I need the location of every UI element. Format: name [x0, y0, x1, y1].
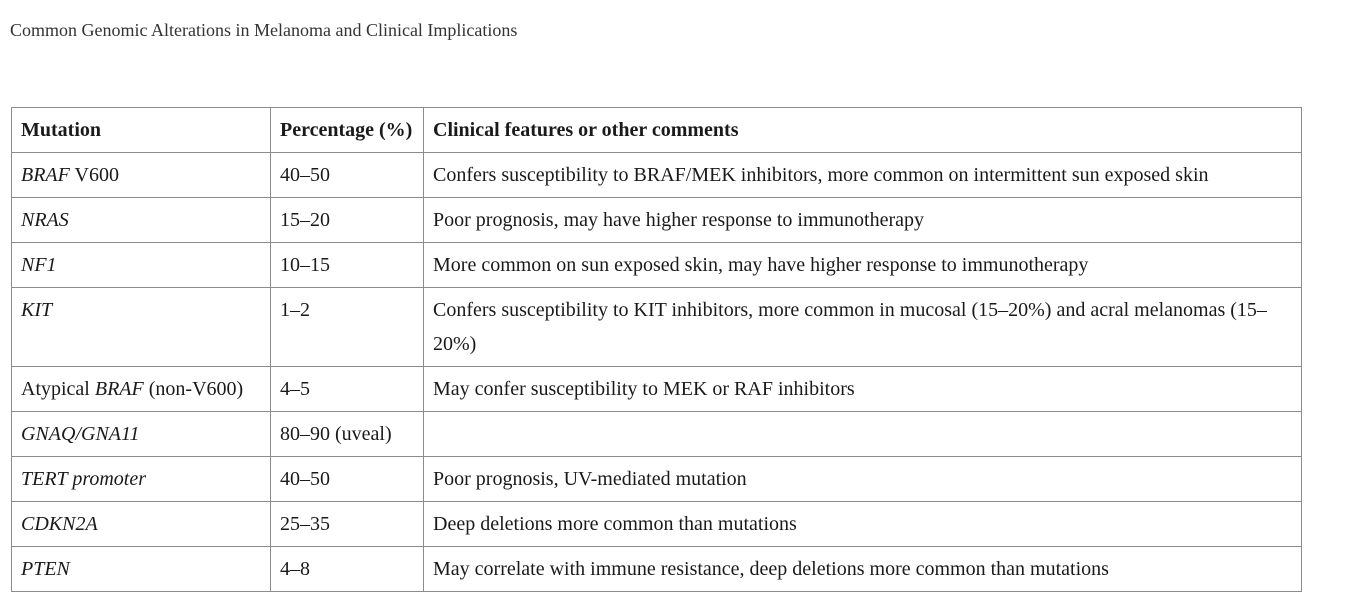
header-mutation: Mutation	[12, 108, 271, 153]
cell-percentage: 4–8	[271, 547, 424, 592]
cell-percentage: 25–35	[271, 502, 424, 547]
cell-mutation	[12, 367, 271, 412]
cell-percentage: 15–20	[271, 198, 424, 243]
header-percentage: Percentage (%)	[271, 108, 424, 153]
gene-name: BRAF	[21, 164, 70, 186]
table-row	[12, 288, 1302, 367]
gene-name: BRAF	[94, 378, 144, 400]
gene-name: NF1	[21, 254, 57, 276]
gene-name: CDKN2A	[21, 513, 98, 535]
cell-mutation	[12, 457, 271, 502]
cell-clinical: May confer susceptibility to MEK or RAF inhibitors	[424, 367, 1302, 412]
gene-name: PTEN	[21, 558, 70, 580]
cell-percentage: 4–5	[271, 367, 424, 412]
table-row	[12, 457, 1302, 502]
cell-mutation	[12, 547, 271, 592]
table-header-row	[12, 108, 1302, 153]
table-row	[12, 243, 1302, 288]
cell-clinical: May correlate with immune resistance, deep deletions more common than mutations	[424, 547, 1302, 592]
cell-clinical: Poor prognosis, UV-mediated mutation	[424, 457, 1302, 502]
cell-mutation	[12, 412, 271, 457]
gene-prefix: Atypical	[21, 378, 95, 400]
gene-suffix: V600	[69, 164, 119, 186]
table-row	[12, 502, 1302, 547]
table-row	[12, 153, 1302, 198]
gene-name: KIT	[21, 299, 53, 321]
header-clinical: Clinical features or other comments	[424, 108, 1302, 153]
table-caption: Common Genomic Alterations in Melanoma and Clinical Implications	[10, 20, 518, 40]
cell-mutation	[12, 288, 271, 367]
cell-percentage: 40–50	[271, 153, 424, 198]
gene-name: GNAQ/GNA11	[21, 423, 140, 445]
table-row	[12, 198, 1302, 243]
cell-percentage: 80–90 (uveal)	[271, 412, 424, 457]
cell-mutation	[12, 243, 271, 288]
genomic-alterations-table	[11, 107, 1302, 592]
cell-clinical: More common on sun exposed skin, may have higher response to immunotherapy	[424, 243, 1302, 288]
cell-percentage: 40–50	[271, 457, 424, 502]
table-row	[12, 547, 1302, 592]
cell-clinical	[424, 412, 1302, 457]
cell-mutation	[12, 502, 271, 547]
gene-suffix: (non-V600)	[143, 378, 244, 400]
cell-clinical: Deep deletions more common than mutations	[424, 502, 1302, 547]
gene-name: TERT promoter	[21, 468, 147, 490]
cell-percentage: 10–15	[271, 243, 424, 288]
table-row	[12, 412, 1302, 457]
cell-clinical: Poor prognosis, may have higher response to immunotherapy	[424, 198, 1302, 243]
cell-percentage: 1–2	[271, 288, 424, 367]
cell-mutation	[12, 153, 271, 198]
gene-name: NRAS	[21, 209, 69, 231]
cell-clinical: Confers susceptibility to KIT inhibitors, more common in mucosal (15–20%) and acral melanomas (15–20%)	[424, 288, 1302, 367]
cell-clinical: Confers susceptibility to BRAF/MEK inhibitors, more common on intermittent sun exposed skin	[424, 153, 1302, 198]
table-row	[12, 367, 1302, 412]
cell-mutation	[12, 198, 271, 243]
